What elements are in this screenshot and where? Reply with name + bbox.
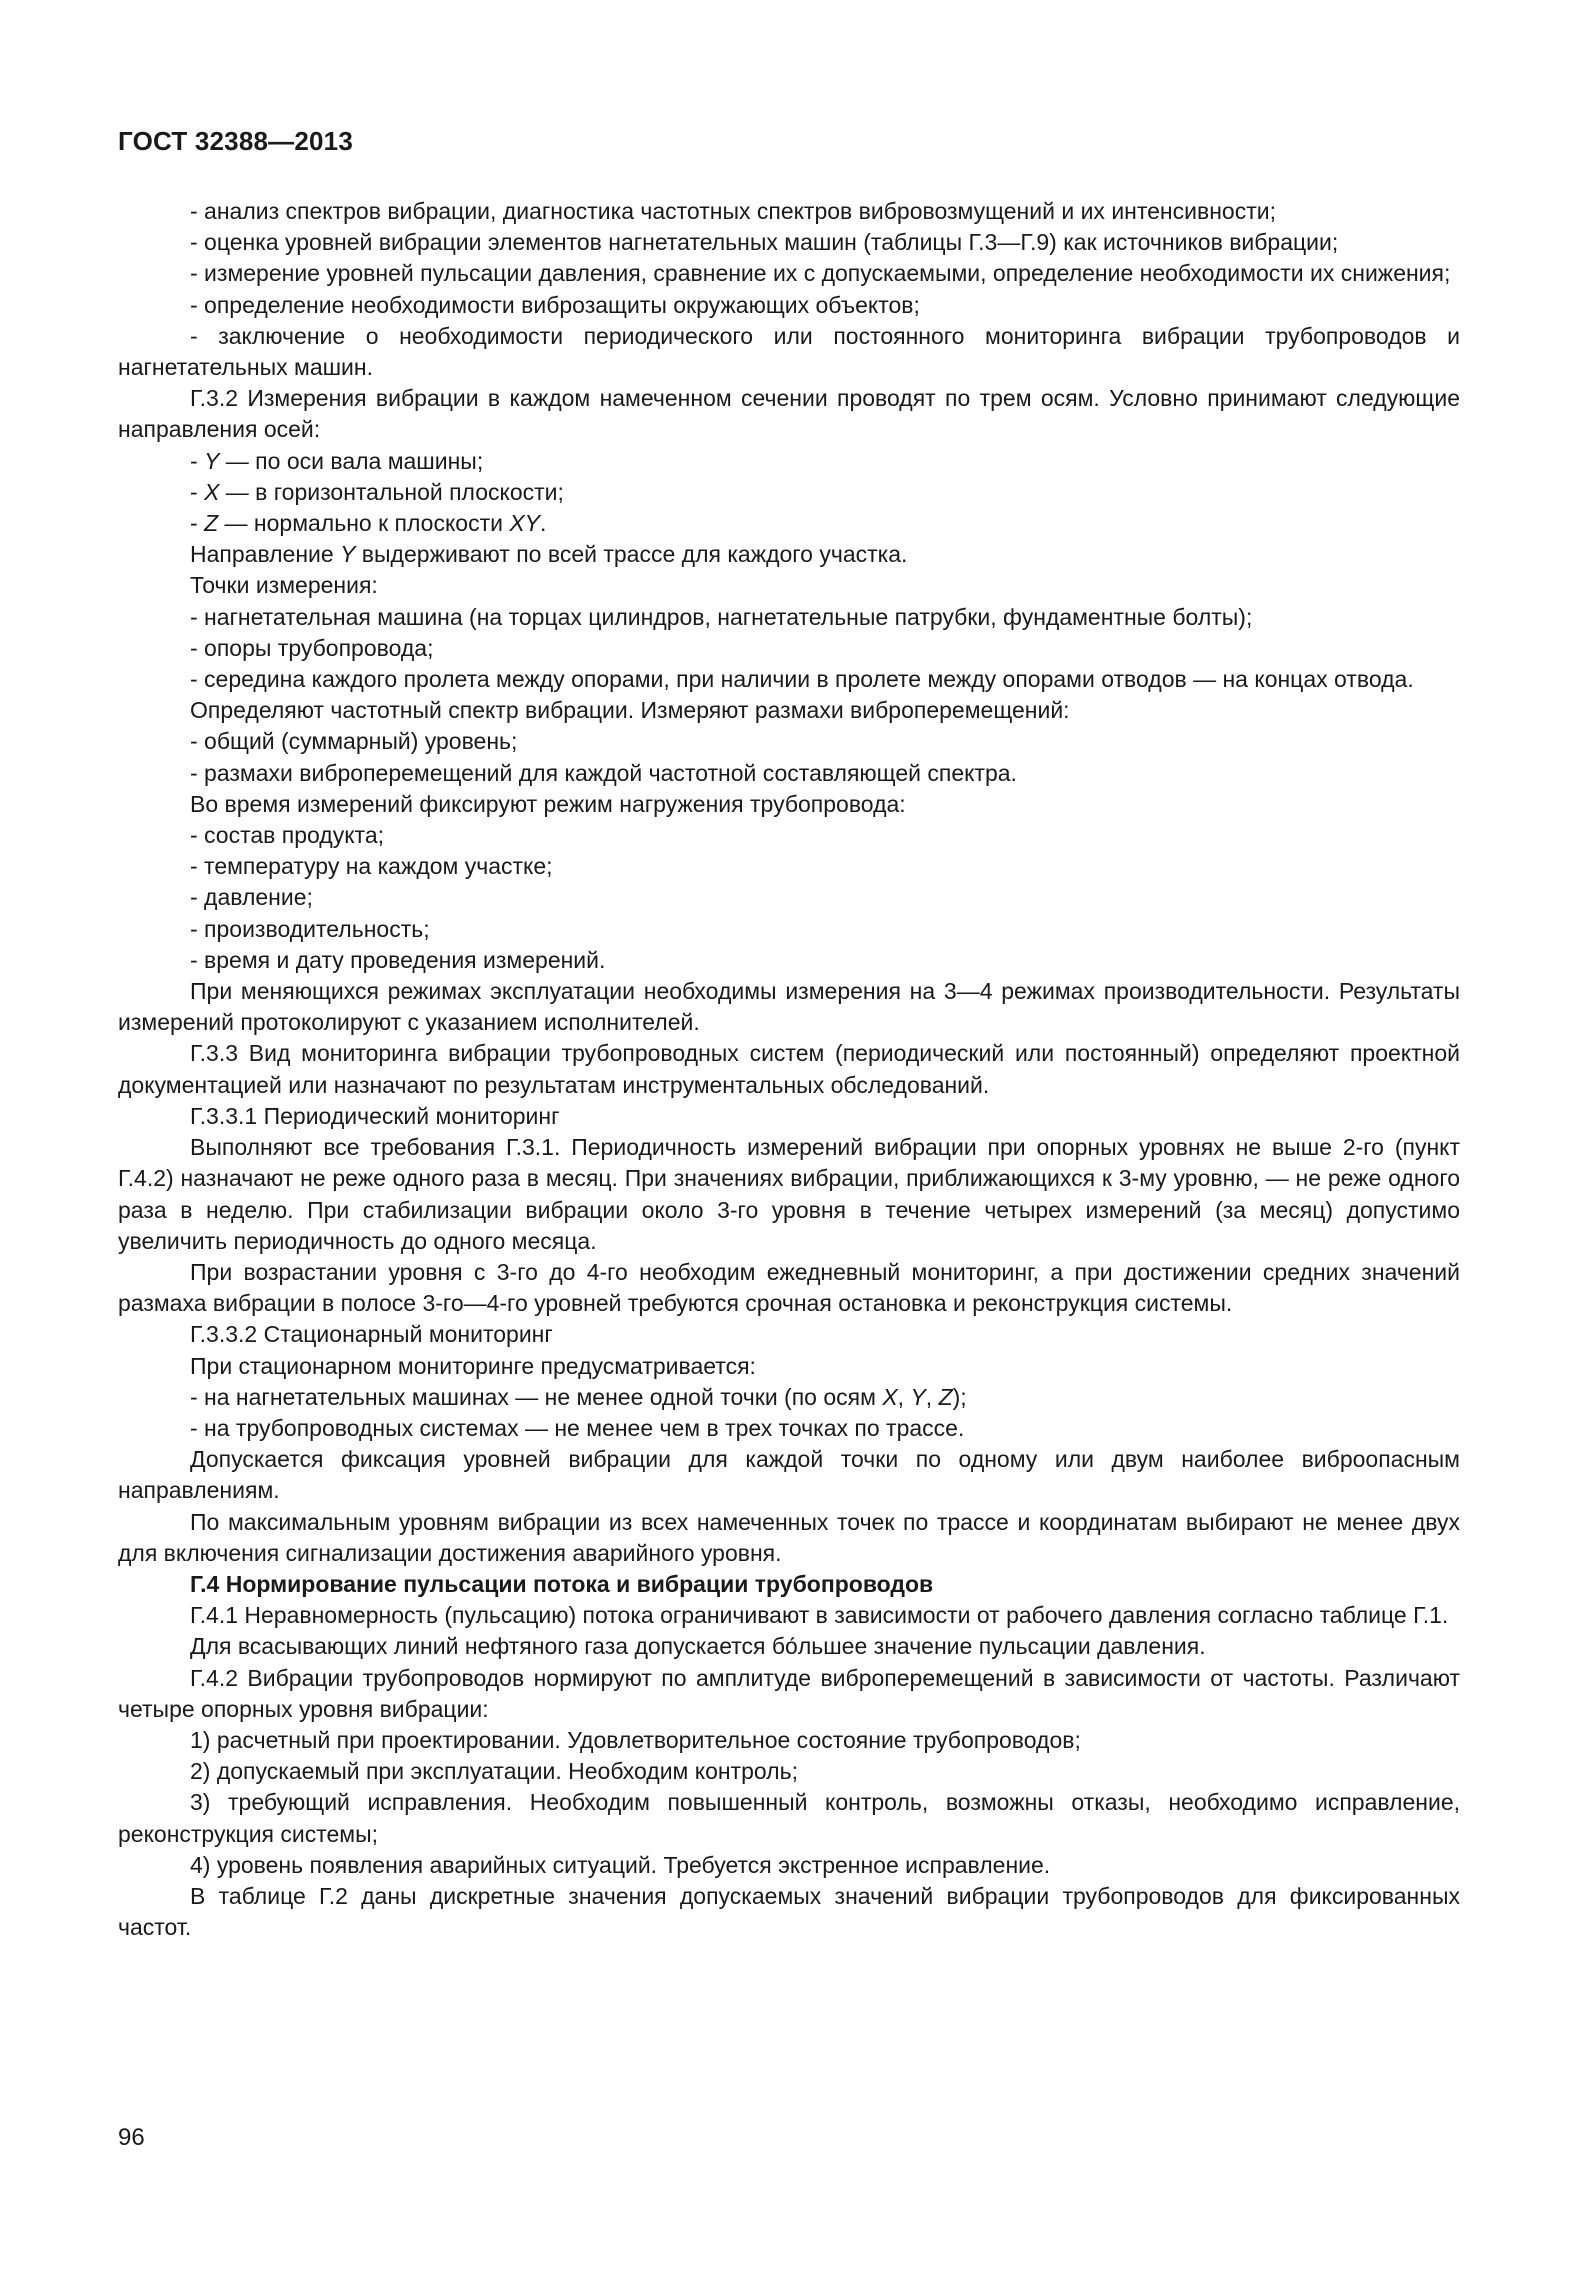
paragraph: - заключение о необходимости периодического или постоянного мониторинга вибрации трубопроводов и нагнетательных машин. <box>118 322 1460 381</box>
paragraph: - опоры трубопровода; <box>190 634 434 661</box>
paragraph <box>118 508 1460 539</box>
axis-symbol: X <box>204 478 220 505</box>
paragraph: Во время измерений фиксируют режим нагружения трубопровода: <box>190 790 906 817</box>
paragraph: - середина каждого пролета между опорами, при наличии в пролете между опорами отводов — на концах отвода. <box>190 666 1414 693</box>
paragraph: При меняющихся режимах эксплуатации необходимы измерения на 3—4 режимах производительности. Результаты измерений протоколируют с указанием исполнителей. <box>118 978 1460 1036</box>
paragraph: - измерение уровней пульсации давления, сравнение их с допускаемыми, определение необходимости их снижения; <box>190 260 1451 287</box>
paragraph <box>118 446 1460 477</box>
paragraph: 2) допускаемый при эксплуатации. Необходим контроль; <box>190 1758 798 1785</box>
paragraph: - анализ спектров вибрации, диагностика частотных спектров вибровозмущений и их интенсивности; <box>190 198 1276 224</box>
section-heading: Г.4 Нормирование пульсации потока и вибрации трубопроводов <box>190 1570 934 1597</box>
axis-symbol: Y <box>204 447 220 474</box>
paragraph: При возрастании уровня с 3-го до 4-го необходим ежедневный мониторинг, а при достижении средних значений размаха вибрации в полосе 3-го—4-го уровней требуются срочная остановка и реконструкция системы. <box>118 1258 1460 1317</box>
text-run: — нормально к плоскости <box>218 510 510 537</box>
text-run: - на нагнетательных машинах — не менее одной точки (по осям <box>190 1383 883 1410</box>
text-run: Направление <box>190 541 341 568</box>
paragraph: - нагнетательная машина (на торцах цилиндров, нагнетательные патрубки, фундаментные болты); <box>190 603 1253 630</box>
axis-symbol: Z <box>938 1383 953 1410</box>
paragraph: Г.3.3.2 Стационарный мониторинг <box>190 1321 553 1348</box>
paragraph: 4) уровень появления аварийных ситуаций. Требуется экстренное исправление. <box>190 1851 1051 1878</box>
paragraph <box>118 477 1460 508</box>
paragraph: - производительность; <box>190 915 430 942</box>
paragraph: - оценка уровней вибрации элементов нагнетательных машин (таблицы Г.3—Г.9) как источников вибрации; <box>190 229 1339 256</box>
axis-symbol: X <box>882 1383 898 1410</box>
paragraph: - на трубопроводных системах — не менее чем в трех точках по трассе. <box>190 1414 965 1441</box>
text-run: — в горизонтальной плоскости; <box>219 478 564 505</box>
text-run: , <box>925 1383 939 1410</box>
paragraph <box>118 539 1460 570</box>
text-run: - <box>190 447 205 474</box>
text-run: выдерживают по всей трассе для каждого участка. <box>355 541 908 568</box>
text-run: , <box>897 1383 911 1410</box>
paragraph: 1) расчетный при проектировании. Удовлетворительное состояние трубопроводов; <box>190 1726 1081 1753</box>
standard-header: ГОСТ 32388—2013 <box>118 126 353 156</box>
page-number: 96 <box>118 2124 145 2151</box>
text-run: . <box>540 510 547 537</box>
paragraph: В таблице Г.2 даны дискретные значения допускаемых значений вибрации трубопроводов для фиксированных частот. <box>118 1882 1460 1941</box>
axis-symbol: XY <box>509 510 541 537</box>
paragraph: - состав продукта; <box>190 822 385 849</box>
paragraph: При стационарном мониторинге предусматривается: <box>190 1352 756 1379</box>
text-run: - <box>190 510 205 537</box>
paragraph: - общий (суммарный) уровень; <box>190 728 518 755</box>
paragraph: По максимальным уровням вибрации из всех намеченных точек по трассе и координатам выбирают не менее двух для включения сигнализации достижения аварийного уровня. <box>118 1508 1460 1566</box>
paragraph <box>118 1382 1460 1413</box>
axis-symbol: Y <box>340 541 356 568</box>
paragraph: Г.3.3.1 Периодический мониторинг <box>190 1102 560 1129</box>
axis-symbol: Y <box>910 1383 926 1410</box>
paragraph: Допускается фиксация уровней вибрации для каждой точки по одному или двум наиболее виброопасным направлениям. <box>118 1446 1460 1504</box>
paragraph: - температуру на каждом участке; <box>190 853 553 880</box>
paragraph: 3) требующий исправления. Необходим повышенный контроль, возможны отказы, необходимо исправление, реконструкция системы; <box>118 1789 1460 1847</box>
paragraph: - размахи виброперемещений для каждой частотной составляющей спектра. <box>190 759 1017 786</box>
paragraph: Г.3.2 Измерения вибрации в каждом намеченном сечении проводят по трем осям. Условно принимают следующие направления осей: <box>118 385 1460 443</box>
paragraph: Г.4.2 Вибрации трубопроводов нормируют по амплитуде виброперемещений в зависимости от частоты. Различают четыре опорных уровня вибрации: <box>118 1664 1460 1722</box>
axis-symbol: Z <box>204 510 219 537</box>
text-run: ); <box>952 1383 967 1410</box>
paragraph: Выполняют все требования Г.3.1. Периодичность измерений вибрации при опорных уровнях не выше 2-го (пункт Г.4.2) назначают не реже одного раза в месяц. При значениях вибрации, приближающихся к 3-му уровню, — не реже одного раза в неделю. При стабилизации вибрации около 3-го уровня в течение четырех измерений (за месяц) допустимо увеличить периодичность до одного месяца. <box>118 1134 1460 1254</box>
paragraph: Точки измерения: <box>190 572 378 599</box>
paragraph: Для всасывающих линий нефтяного газа допускается бо́льшее значение пульсации давления. <box>190 1633 1206 1660</box>
paragraph: Определяют частотный спектр вибрации. Измеряют размахи виброперемещений: <box>190 697 1070 724</box>
text-run: - <box>190 478 205 505</box>
paragraph: Г.3.3 Вид мониторинга вибрации трубопроводных систем (периодический или постоянный) определяют проектной документацией или назначают по результатам инструментальных обследований. <box>118 1040 1460 1098</box>
text-run: — по оси вала машины; <box>219 447 484 474</box>
body-text <box>118 196 1460 1943</box>
paragraph: Г.4.1 Неравномерность (пульсацию) потока ограничивают в зависимости от рабочего давления согласно таблице Г.1. <box>190 1602 1449 1629</box>
paragraph: - определение необходимости виброзащиты окружающих объектов; <box>190 291 920 318</box>
paragraph: - время и дату проведения измерений. <box>190 946 606 973</box>
paragraph: - давление; <box>190 884 313 911</box>
